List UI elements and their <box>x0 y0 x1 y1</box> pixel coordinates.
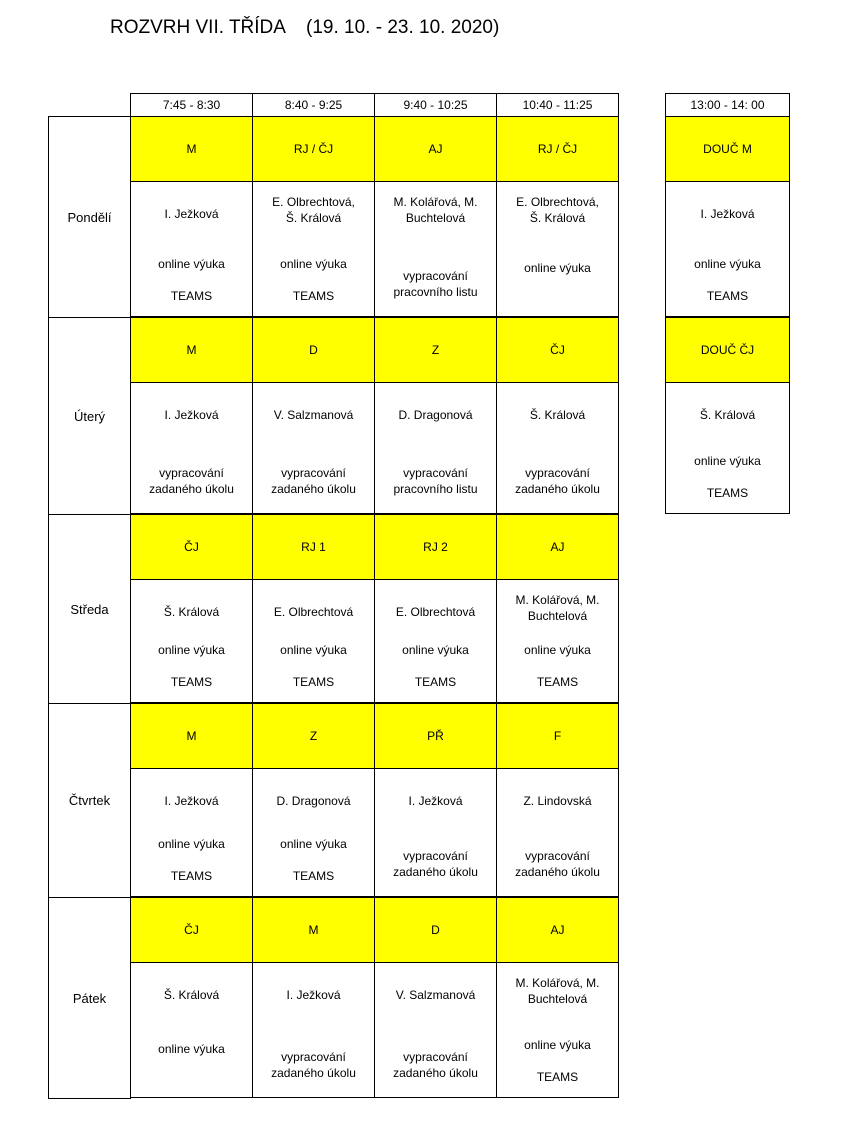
teacher-name: E. Olbrechtová <box>395 605 476 619</box>
subject-cell: Z <box>374 317 497 383</box>
subject-cell: RJ / ČJ <box>252 116 375 182</box>
lesson-mode: online výuka <box>158 1042 225 1056</box>
subject-cell: M <box>130 317 253 383</box>
teacher-name: I. Ježková <box>408 794 463 808</box>
subject-cell: AJ <box>496 514 619 580</box>
detail-cell <box>496 181 619 317</box>
detail-cell <box>130 962 253 1098</box>
teacher-name: I. Ježková <box>164 794 219 808</box>
subject-cell: DOUČ ČJ <box>665 317 790 383</box>
lesson-mode: online výuka <box>524 643 591 657</box>
teacher-name: M. Kolářová, M. Buchtelová <box>515 976 600 1006</box>
lesson-mode: online výuka <box>694 454 761 468</box>
lesson-mode: vypracování pracovního listu <box>393 466 478 496</box>
subject-cell: M <box>252 897 375 963</box>
lesson-platform: TEAMS <box>536 675 579 689</box>
teacher-name: Z. Lindovská <box>523 794 592 808</box>
lesson-platform: TEAMS <box>292 675 335 689</box>
lesson-mode: online výuka <box>158 837 225 851</box>
time-header: 8:40 - 9:25 <box>252 93 375 117</box>
lesson-mode: vypracování pracovního listu <box>393 269 478 299</box>
teacher-name: I. Ježková <box>700 207 755 221</box>
detail-cell <box>252 579 375 703</box>
lesson-mode: online výuka <box>280 643 347 657</box>
teacher-name: I. Ježková <box>286 988 341 1002</box>
day-label: Úterý <box>48 317 131 515</box>
teacher-name: Š. Králová <box>163 605 220 619</box>
lesson-platform: TEAMS <box>170 289 213 303</box>
subject-cell: ČJ <box>130 514 253 580</box>
subject-cell: ČJ <box>130 897 253 963</box>
day-label: Pondělí <box>48 116 131 318</box>
detail-cell <box>374 579 497 703</box>
detail-cell <box>374 768 497 897</box>
detail-cell <box>252 768 375 897</box>
detail-cell <box>130 181 253 317</box>
subject-cell: AJ <box>496 897 619 963</box>
detail-cell <box>665 382 790 514</box>
teacher-name: Š. Králová <box>699 408 756 422</box>
teacher-name: Š. Králová <box>529 408 586 422</box>
lesson-platform: TEAMS <box>706 486 749 500</box>
detail-cell <box>130 768 253 897</box>
lesson-mode: online výuka <box>524 1038 591 1052</box>
lesson-platform: TEAMS <box>292 289 335 303</box>
lesson-platform: TEAMS <box>170 869 213 883</box>
teacher-name: D. Dragonová <box>398 408 473 422</box>
subject-cell: Z <box>252 703 375 769</box>
lesson-mode: vypracování zadaného úkolu <box>271 466 356 496</box>
subject-cell: D <box>252 317 375 383</box>
detail-cell <box>252 181 375 317</box>
detail-cell <box>374 962 497 1098</box>
subject-cell: M <box>130 116 253 182</box>
lesson-mode: online výuka <box>694 257 761 271</box>
subject-cell: PŘ <box>374 703 497 769</box>
time-header: 9:40 - 10:25 <box>374 93 497 117</box>
subject-cell: ČJ <box>496 317 619 383</box>
teacher-name: I. Ježková <box>164 207 219 221</box>
lesson-platform: TEAMS <box>170 675 213 689</box>
teacher-name: M. Kolářová, M. Buchtelová <box>393 195 478 225</box>
lesson-mode: online výuka <box>158 643 225 657</box>
detail-cell <box>252 382 375 514</box>
detail-cell <box>496 768 619 897</box>
lesson-mode: vypracování zadaného úkolu <box>271 1050 356 1080</box>
teacher-name: D. Dragonová <box>276 794 351 808</box>
subject-cell: F <box>496 703 619 769</box>
time-header: 10:40 - 11:25 <box>496 93 619 117</box>
detail-cell <box>496 579 619 703</box>
lesson-platform: TEAMS <box>706 289 749 303</box>
detail-cell <box>130 579 253 703</box>
lesson-mode: online výuka <box>524 261 591 275</box>
teacher-name: I. Ježková <box>164 408 219 422</box>
subject-cell: D <box>374 897 497 963</box>
detail-cell <box>374 382 497 514</box>
day-label: Středa <box>48 514 131 704</box>
lesson-platform: TEAMS <box>414 675 457 689</box>
day-label: Pátek <box>48 897 131 1099</box>
teacher-name: Š. Králová <box>163 988 220 1002</box>
detail-cell <box>496 382 619 514</box>
lesson-platform: TEAMS <box>292 869 335 883</box>
detail-cell <box>665 181 790 317</box>
teacher-name: V. Salzmanová <box>273 408 354 422</box>
lesson-mode: online výuka <box>158 257 225 271</box>
subject-cell: RJ 1 <box>252 514 375 580</box>
lesson-mode: vypracování zadaného úkolu <box>393 849 478 879</box>
time-header-extra: 13:00 - 14: 00 <box>665 93 790 117</box>
teacher-name: V. Salzmanová <box>395 988 476 1002</box>
lesson-mode: vypracování zadaného úkolu <box>149 466 234 496</box>
lesson-mode: vypracování zadaného úkolu <box>515 466 600 496</box>
teacher-name: E. Olbrechtová, Š. Králová <box>516 195 599 225</box>
lesson-mode: vypracování zadaného úkolu <box>515 849 600 879</box>
teacher-name: M. Kolářová, M. Buchtelová <box>515 593 600 623</box>
lesson-platform: TEAMS <box>536 1070 579 1084</box>
detail-cell <box>496 962 619 1098</box>
subject-cell: AJ <box>374 116 497 182</box>
page-title: ROZVRH VII. TŘÍDA (19. 10. - 23. 10. 2020) <box>110 17 500 38</box>
detail-cell <box>130 382 253 514</box>
subject-cell: RJ 2 <box>374 514 497 580</box>
lesson-mode: online výuka <box>280 837 347 851</box>
day-label: Čtvrtek <box>48 703 131 898</box>
lesson-mode: online výuka <box>402 643 469 657</box>
detail-cell <box>374 181 497 317</box>
subject-cell: DOUČ M <box>665 116 790 182</box>
time-header: 7:45 - 8:30 <box>130 93 253 117</box>
teacher-name: E. Olbrechtová, Š. Králová <box>272 195 355 225</box>
subject-cell: RJ / ČJ <box>496 116 619 182</box>
lesson-mode: online výuka <box>280 257 347 271</box>
subject-cell: M <box>130 703 253 769</box>
teacher-name: E. Olbrechtová <box>273 605 354 619</box>
lesson-mode: vypracování zadaného úkolu <box>393 1050 478 1080</box>
detail-cell <box>252 962 375 1098</box>
